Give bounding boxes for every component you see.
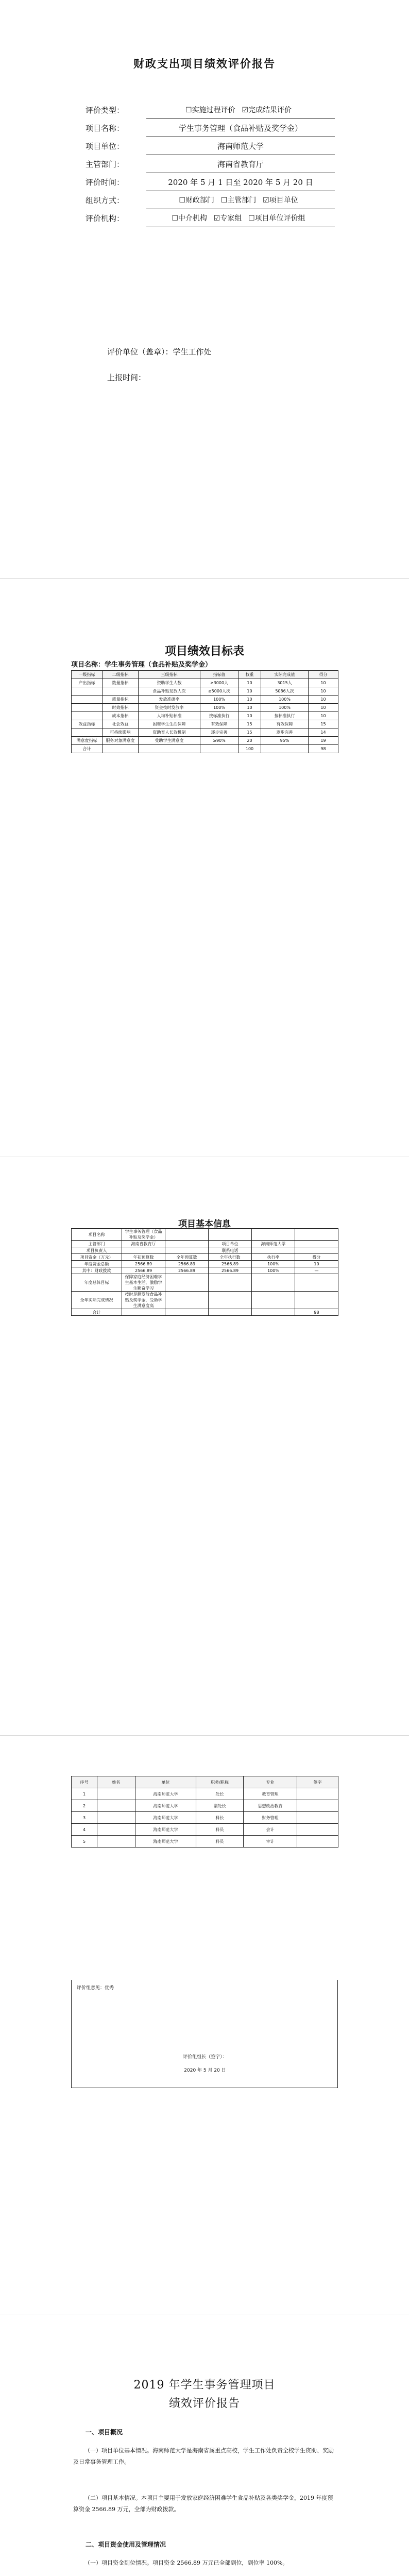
table-cell: [209, 1274, 252, 1292]
table-cell: 5: [72, 1836, 97, 1848]
table-cell: 时效指标: [103, 704, 139, 712]
report-section-heading: 一、项目概况: [86, 2429, 123, 2436]
table-header-row: [72, 1776, 338, 1788]
checkbox-option: ☐财政部门: [179, 196, 214, 205]
table-cell: 学生事务管理（食品补贴及奖学金）: [122, 1229, 165, 1241]
table-cell: [97, 1788, 135, 1800]
table-cell: [295, 1274, 338, 1292]
indicator-title: 项目绩效目标表: [164, 645, 244, 658]
basic-info-table: [71, 1228, 338, 1316]
table-cell: 2: [72, 1800, 97, 1812]
table-cell: 人均补贴标准: [139, 712, 200, 720]
team-signer: 评价组组长（签字）：: [183, 2055, 227, 2060]
table-cell: 项目负责人: [72, 1247, 122, 1254]
report-date: 上报时间：: [107, 373, 146, 382]
table-row: [72, 1292, 338, 1309]
table-cell: [165, 1274, 209, 1292]
table-header-cell: 单位: [135, 1776, 196, 1788]
table-cell: [122, 1309, 165, 1316]
indicator-page: [0, 579, 409, 1157]
table-cell: [103, 687, 139, 696]
table-cell: 100%: [261, 696, 309, 704]
table-cell: 合计: [72, 1309, 122, 1316]
table-cell: [103, 745, 139, 753]
table-cell: 全年执行数: [209, 1254, 252, 1261]
team-body: [72, 1788, 338, 1848]
cover-row: [82, 137, 335, 155]
checkbox-option: ☐主管部门: [220, 196, 257, 205]
table-cell: 保障家庭经济困难学生基本生活，激励学生勤奋学习: [122, 1274, 165, 1292]
table-cell: 食品补贴发放人次: [139, 687, 200, 696]
table-header-cell: 签字: [297, 1776, 338, 1788]
table-cell: 10: [238, 704, 261, 712]
table-row: [72, 720, 338, 728]
table-cell: 科员: [196, 1824, 244, 1836]
table-cell: 10: [309, 704, 338, 712]
report-paragraph: （二）项目基本情况。本项目主要用于发放家庭经济困难学生食品补贴及各类奖学金，2019 年度预算资金 2566.89 万元，全部为财政拨款。: [73, 2495, 333, 2513]
report-section-heading: 二、项目资金使用及管理情况: [86, 2541, 166, 2548]
table-cell: 3: [72, 1812, 97, 1824]
table-cell: [165, 1247, 209, 1254]
table-cell: [295, 1292, 338, 1309]
checkbox-option: ☑专家组: [213, 214, 242, 223]
table-cell: [252, 1247, 295, 1254]
table-cell: 财务管理: [244, 1812, 297, 1824]
table-cell: 资助学生人数: [139, 679, 200, 687]
table-cell: 可持续影响: [103, 728, 139, 737]
checkbox-option: ☐实施过程评价: [185, 106, 235, 114]
table-cell: 10: [238, 696, 261, 704]
table-header-cell: 姓名: [97, 1776, 135, 1788]
cover-row-label: 评价时间：: [86, 177, 125, 187]
basic-info-page: [0, 1157, 409, 1736]
table-header-cell: 三级指标: [139, 671, 200, 679]
cover-row: [82, 155, 335, 173]
table-cell: 10: [309, 679, 338, 687]
indicator-body: [72, 679, 338, 753]
cover-row-value: 学生事务管理（食品补贴及奖学金）: [146, 119, 335, 137]
cover-info-table: [82, 101, 335, 227]
table-cell: 处长: [196, 1788, 244, 1800]
table-cell: 98: [309, 745, 338, 753]
cover-row-label: 评价机构：: [86, 213, 125, 223]
table-cell: 项目单位: [209, 1241, 252, 1247]
table-cell: [72, 696, 103, 704]
table-cell: [261, 745, 309, 753]
table-row: [72, 712, 338, 720]
table-cell: 满意度指标: [72, 737, 103, 745]
basic-info-title: 项目基本信息: [178, 1219, 231, 1229]
checkbox-option: ☑完成结果评价: [242, 106, 292, 114]
table-cell: 全年实际完成情况: [72, 1292, 122, 1309]
table-cell: 2566.89: [165, 1267, 209, 1274]
cover-row-label: 组织方式：: [86, 195, 125, 205]
table-cell: 2566.89: [209, 1267, 252, 1274]
table-cell: 10: [238, 679, 261, 687]
table-header-cell: 权重: [238, 671, 261, 679]
table-header-cell: 一级指标: [72, 671, 103, 679]
table-cell: 年度总体目标: [72, 1274, 122, 1292]
table-cell: 5086人次: [261, 687, 309, 696]
table-cell: 资助育人长效机制: [139, 728, 200, 737]
table-cell: 海南师范大学: [252, 1241, 295, 1247]
cover-row-label: 评价类型：: [86, 105, 125, 115]
table-header-cell: 二级指标: [103, 671, 139, 679]
table-cell: 3015人: [261, 679, 309, 687]
table-cell: 合计: [72, 745, 103, 753]
table-cell: 15: [309, 720, 338, 728]
table-cell: 逐步完善: [200, 728, 238, 737]
table-cell: 4: [72, 1824, 97, 1836]
table-cell: 100: [238, 745, 261, 753]
table-cell: 10: [295, 1261, 338, 1267]
table-cell: [295, 1247, 338, 1254]
table-cell: 有效保障: [261, 720, 309, 728]
table-cell: 产出指标: [72, 679, 103, 687]
table-cell: [165, 1229, 209, 1241]
table-cell: 发放准确率: [139, 696, 200, 704]
table-cell: 困难学生生活保障: [139, 720, 200, 728]
table-cell: 1: [72, 1788, 97, 1800]
table-cell: [165, 1309, 209, 1316]
indicator-table: [71, 670, 338, 753]
table-cell: 成本指标: [103, 712, 139, 720]
table-cell: 100%: [200, 696, 238, 704]
table-header-cell: 专业: [244, 1776, 297, 1788]
team-table: [71, 1776, 338, 1848]
table-row: [72, 737, 338, 745]
table-cell: —: [295, 1267, 338, 1274]
table-cell: 100%: [200, 704, 238, 712]
table-cell: [252, 1229, 295, 1241]
report-page-1: [0, 2314, 409, 2576]
table-row: [72, 728, 338, 737]
report-paragraph: （一）项目资金到位情况。项目资金 2566.89 万元已全部到位，到位率 100%。: [84, 2560, 288, 2566]
report-paragraph: （一）项目单位基本情况。海南师范大学是海南省属重点高校，学生工作处负责全校学生资助、奖励及日常事务管理工作。: [73, 2447, 334, 2465]
table-row: [72, 1788, 338, 1800]
table-cell: [122, 1247, 165, 1254]
table-header-cell: 得分: [309, 671, 338, 679]
table-cell: [252, 1292, 295, 1309]
table-cell: [200, 745, 238, 753]
table-cell: 2566.89: [209, 1261, 252, 1267]
table-cell: [209, 1229, 252, 1241]
table-cell: [72, 712, 103, 720]
cover-row-label: 项目单位：: [86, 141, 125, 151]
cover-row: [82, 173, 335, 191]
table-cell: 海南师范大学: [135, 1812, 196, 1824]
table-cell: 海南师范大学: [135, 1800, 196, 1812]
table-cell: 2566.89: [122, 1261, 165, 1267]
table-row: [72, 1274, 338, 1292]
table-row: [72, 1836, 338, 1848]
table-cell: 14: [309, 728, 338, 737]
table-cell: [97, 1812, 135, 1824]
table-cell: 得分: [295, 1254, 338, 1261]
table-cell: [252, 1309, 295, 1316]
table-cell: 效益指标: [72, 720, 103, 728]
table-header-row: [72, 671, 338, 679]
cover-row-label: 项目名称：: [86, 123, 125, 133]
table-row: [72, 1824, 338, 1836]
table-cell: [297, 1836, 338, 1848]
table-cell: 98: [295, 1309, 338, 1316]
table-cell: [297, 1824, 338, 1836]
table-cell: 10: [309, 696, 338, 704]
table-cell: 15: [238, 728, 261, 737]
team-opinion-box: [71, 1980, 338, 2088]
table-cell: [297, 1800, 338, 1812]
table-cell: 其中：财政拨款: [72, 1267, 122, 1274]
table-cell: 按标准执行: [200, 712, 238, 720]
cover-row-label: 主管部门：: [86, 159, 125, 169]
table-cell: [72, 687, 103, 696]
table-cell: 数量指标: [103, 679, 139, 687]
table-cell: 海南省教育厅: [122, 1241, 165, 1247]
team-page: [0, 1736, 409, 2314]
table-cell: 资金按时发放率: [139, 704, 200, 712]
basic-info-body: [72, 1229, 338, 1316]
cover-row: [82, 101, 335, 119]
cover-row-value: [146, 209, 335, 227]
table-cell: 20: [238, 737, 261, 745]
table-cell: [97, 1824, 135, 1836]
table-cell: 逐步完善: [261, 728, 309, 737]
table-cell: [165, 1241, 209, 1247]
table-cell: 2566.89: [122, 1267, 165, 1274]
table-cell: [72, 728, 103, 737]
table-cell: [139, 745, 200, 753]
table-row: [72, 1241, 338, 1247]
table-cell: 100%: [252, 1267, 295, 1274]
table-cell: [297, 1788, 338, 1800]
table-cell: [209, 1292, 252, 1309]
table-row: [72, 1812, 338, 1824]
table-cell: 按时足额发放食品补贴及奖学金，受助学生满意度高: [122, 1292, 165, 1309]
table-header-cell: 实际完成值: [261, 671, 309, 679]
table-header-cell: 职务/职称: [196, 1776, 244, 1788]
table-cell: 年度资金总额: [72, 1261, 122, 1267]
table-cell: 10: [309, 712, 338, 720]
table-cell: 项目资金（万元）: [72, 1254, 122, 1261]
table-row: [72, 687, 338, 696]
cover-row-value: 海南省教育厅: [146, 155, 335, 173]
table-cell: 思想政治教育: [244, 1800, 297, 1812]
table-row: [72, 1247, 338, 1254]
cover-row: [82, 191, 335, 209]
table-cell: 执行率: [252, 1254, 295, 1261]
cover-page: [0, 0, 409, 579]
checkbox-option: ☐项目单位评价组: [248, 214, 305, 223]
table-cell: [72, 704, 103, 712]
table-cell: 会计: [244, 1824, 297, 1836]
table-cell: 10: [238, 687, 261, 696]
table-cell: 副处长: [196, 1800, 244, 1812]
table-cell: ≥3000人: [200, 679, 238, 687]
table-cell: [97, 1800, 135, 1812]
table-cell: 10: [238, 712, 261, 720]
table-row: [72, 1229, 338, 1241]
table-cell: 10: [309, 687, 338, 696]
cover-row-value: [146, 101, 335, 119]
table-cell: [297, 1812, 338, 1824]
table-row: [72, 696, 338, 704]
cover-row: [82, 209, 335, 227]
indicator-project-name: 项目名称：学生事务管理（食品补贴及奖学金）: [71, 661, 212, 669]
table-cell: 海南师范大学: [135, 1836, 196, 1848]
table-cell: 年初预算数: [122, 1254, 165, 1261]
table-cell: 海南师范大学: [135, 1788, 196, 1800]
table-cell: [295, 1241, 338, 1247]
table-cell: 社会效益: [103, 720, 139, 728]
table-cell: 科长: [196, 1812, 244, 1824]
table-row: [72, 679, 338, 687]
table-cell: 按标准执行: [261, 712, 309, 720]
table-cell: 项目名称: [72, 1229, 122, 1241]
table-cell: 海南师范大学: [135, 1824, 196, 1836]
cover-row: [82, 119, 335, 137]
table-cell: [295, 1229, 338, 1241]
table-row: [72, 1261, 338, 1267]
cover-row-value: 海南师范大学: [146, 137, 335, 155]
checkbox-option: ☐中介机构: [172, 214, 207, 223]
table-cell: [209, 1309, 252, 1316]
table-cell: 审计: [244, 1836, 297, 1848]
table-row: [72, 1800, 338, 1812]
table-cell: ≥5000人次: [200, 687, 238, 696]
table-cell: 有效保障: [200, 720, 238, 728]
table-header-cell: 指标值: [200, 671, 238, 679]
table-cell: [252, 1274, 295, 1292]
table-cell: 科员: [196, 1836, 244, 1848]
table-cell: 15: [238, 720, 261, 728]
table-cell: 主管部门: [72, 1241, 122, 1247]
table-cell: 95%: [261, 737, 309, 745]
table-cell: 100%: [261, 704, 309, 712]
table-row: [72, 1254, 338, 1261]
team-opinion: 评价组意见：优秀: [77, 1986, 114, 1991]
table-cell: 教育管理: [244, 1788, 297, 1800]
table-cell: 19: [309, 737, 338, 745]
cover-row-value: [146, 191, 335, 209]
table-row: [72, 1309, 338, 1316]
table-cell: 服务对象满意度: [103, 737, 139, 745]
table-cell: 全年预算数: [165, 1254, 209, 1261]
table-row: [72, 1267, 338, 1274]
table-cell: 联系电话: [209, 1247, 252, 1254]
report-title-line1: 2019 年学生事务管理项目: [133, 2379, 276, 2392]
table-row: [72, 745, 338, 753]
table-cell: ≥90%: [200, 737, 238, 745]
report-title-line2: 绩效评价报告: [168, 2397, 240, 2410]
cover-title: 财政支出项目绩效评价报告: [133, 57, 276, 70]
table-row: [72, 704, 338, 712]
team-sign-date: 2020 年 5 月 20 日: [184, 2068, 226, 2073]
table-cell: [97, 1836, 135, 1848]
table-cell: 100%: [252, 1261, 295, 1267]
table-header-cell: 序号: [72, 1776, 97, 1788]
evaluator-unit: 评价单位（盖章）：学生工作处: [107, 347, 212, 357]
checkbox-option: ☑项目单位: [263, 196, 298, 205]
table-cell: 受助学生满意度: [139, 737, 200, 745]
table-cell: 质量指标: [103, 696, 139, 704]
cover-row-value: 2020 年 5 月 1 日至 2020 年 5 月 20 日: [146, 173, 335, 191]
table-cell: [165, 1292, 209, 1309]
table-cell: 2566.89: [165, 1261, 209, 1267]
